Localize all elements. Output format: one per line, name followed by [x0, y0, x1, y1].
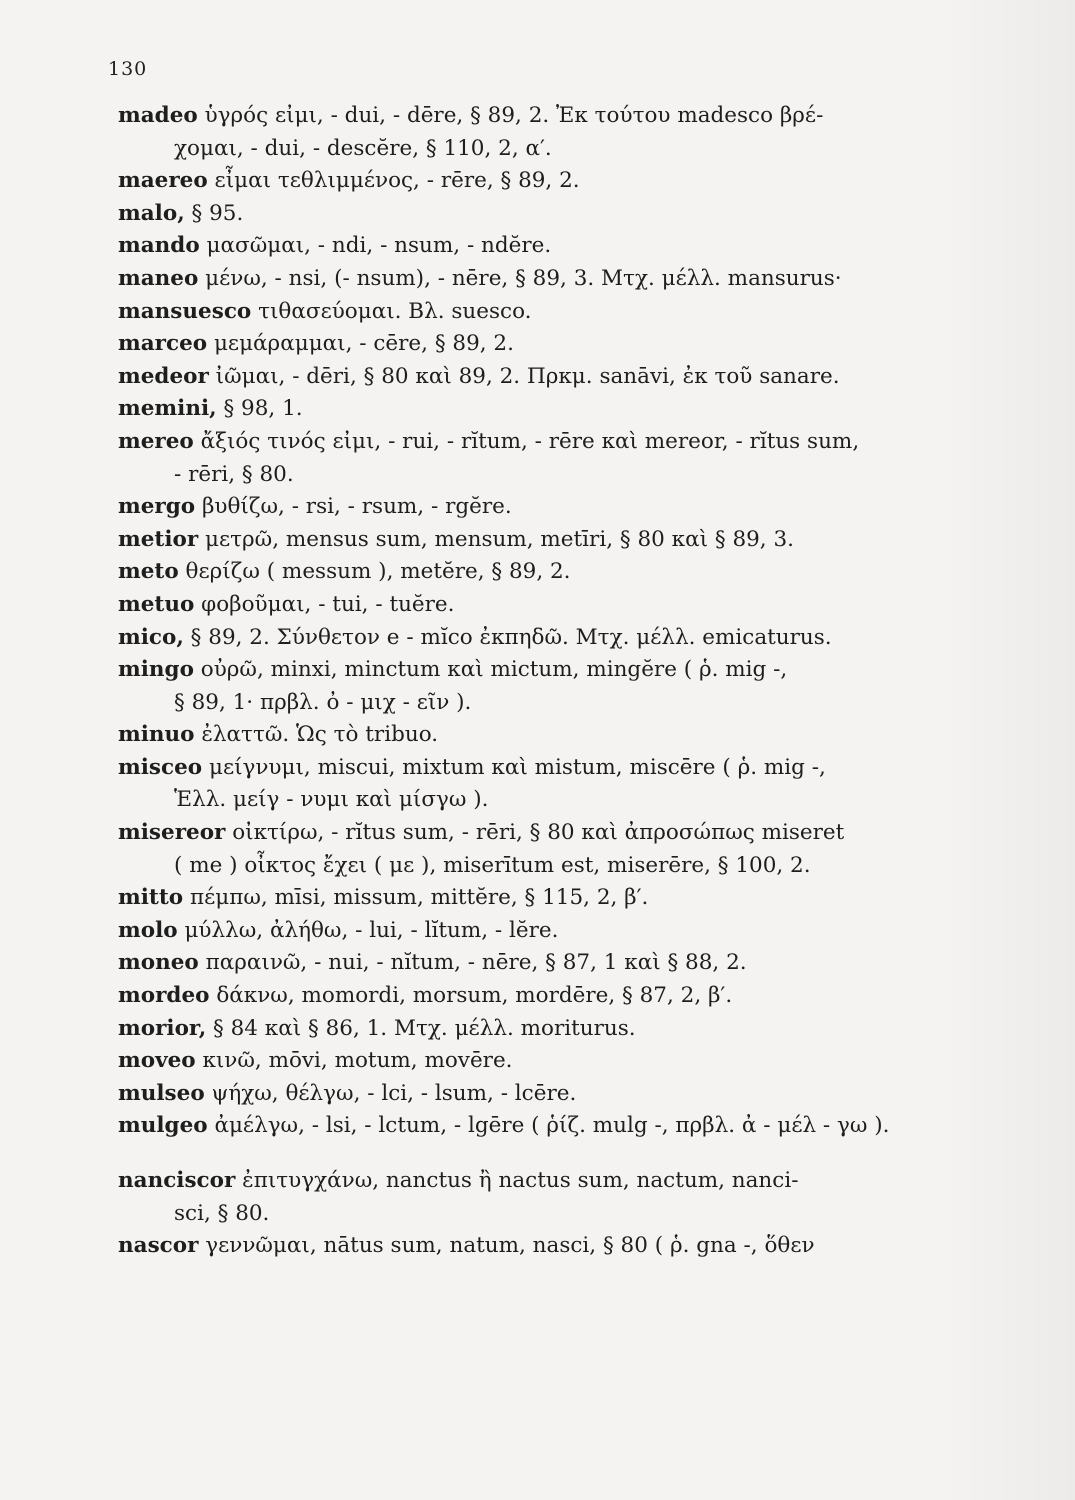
entry-continuation: ( me ) οἶκτος ἔχει ( με ), miserītum est, miserēre, § 100, 2.	[174, 852, 811, 878]
entry-text: βυθίζω, - rsi, - rsum, - rgĕre.	[195, 494, 512, 520]
entry-line	[118, 328, 988, 361]
entry-continuation: sci, § 80.	[174, 1200, 270, 1226]
entry-memini	[118, 393, 988, 426]
entry-text: τιθασεύομαι. Βλ. suesco.	[251, 298, 532, 324]
entry-line	[118, 524, 988, 557]
entry-text: μείγνυμι, miscui, mixtum καὶ mistum, miscēre ( ῥ. mig -,	[202, 754, 826, 780]
headword: mergo	[118, 494, 196, 520]
headword: morior,	[118, 1015, 207, 1041]
entry-mergo	[118, 491, 988, 524]
entry-line	[118, 1045, 988, 1078]
entry-text: δάκνω, momordi, morsum, mordēre, § 87, 2, β′.	[209, 983, 733, 1009]
entry-misceo	[118, 752, 988, 817]
entry-molo	[118, 915, 988, 948]
entry-line	[118, 589, 988, 622]
entry-text: μετρῶ, mensus sum, mensum, metīri, § 80 καὶ § 89, 3.	[198, 526, 794, 552]
entry-mordeo	[118, 980, 988, 1013]
entry-text: § 84 καὶ § 86, 1. Μτχ. μέλλ. moriturus.	[206, 1015, 636, 1041]
entry-text: πέμπω, mīsi, missum, mittĕre, § 115, 2, β′.	[183, 885, 649, 911]
headword: malo,	[118, 200, 185, 226]
entry-line	[118, 1165, 988, 1198]
entry-morior	[118, 1013, 988, 1046]
entry-text: ἰῶμαι, - dēri, § 80 καὶ 89, 2. Πρκμ. sanāvi, ἐκ τοῦ sanare.	[208, 363, 840, 389]
headword: medeor	[118, 363, 209, 389]
entry-line	[118, 100, 988, 133]
entry-text: ψήχω, θέλγω, - lci, - lsum, - lcēre.	[204, 1080, 577, 1106]
entry-malo	[118, 198, 988, 231]
headword: minuo	[118, 722, 195, 748]
headword: molo	[118, 917, 178, 943]
entry-text: § 95.	[184, 200, 244, 226]
page-number: 130	[108, 58, 148, 80]
headword: mereo	[118, 428, 194, 454]
entry-marceo	[118, 328, 988, 361]
entry-text: ἀμέλγω, - lsi, - lctum, - lgēre ( ῥίζ. mulg -, πρβλ. ἀ - μέλ - γω ).	[207, 1113, 890, 1139]
headword: madeo	[118, 103, 198, 128]
headword: mansuesco	[118, 298, 252, 324]
entry-mereo	[118, 426, 988, 491]
entry-mulgeo	[118, 1110, 988, 1143]
entry-line	[118, 719, 988, 752]
headword: maereo	[118, 168, 208, 194]
entry-maereo	[118, 165, 988, 198]
entry-line	[118, 980, 988, 1013]
headword: mitto	[118, 885, 184, 911]
headword: metuo	[118, 591, 195, 617]
entry-mando	[118, 230, 988, 263]
entry-continuation: Ἑλλ. μείγ - νυμι καὶ μίσγω ).	[174, 787, 489, 813]
entry-nascor	[118, 1230, 988, 1263]
entry-continuation: χομαι, - dui, - descĕre, § 110, 2, α′.	[174, 135, 552, 161]
headword: moneo	[118, 950, 199, 976]
entry-continuation: § 89, 1· πρβλ. ὀ - μιχ - εῖν ).	[174, 689, 472, 715]
entry-text: μασῶμαι, - ndi, - nsum, - ndĕre.	[199, 233, 552, 259]
entry-misereor	[118, 817, 988, 882]
headword: mingo	[118, 657, 194, 683]
entry-mulseo	[118, 1078, 988, 1111]
entry-metuo	[118, 589, 988, 622]
entry-line	[118, 622, 988, 655]
entry-line	[118, 230, 988, 263]
entry-line	[118, 361, 988, 394]
headword: misereor	[118, 820, 226, 846]
entry-text: οἰκτίρω, - rĭtus sum, - rēri, § 80 καὶ ἀπροσώπως miseret	[225, 820, 845, 846]
entry-text: γεννῶμαι, nātus sum, natum, nasci, § 80 ( ῥ. gna -, ὅθεν	[198, 1233, 815, 1259]
headword: marceo	[118, 331, 208, 357]
entry-mansuesco	[118, 296, 988, 329]
headword: memini,	[118, 396, 217, 422]
entry-text: μένω, - nsi, (- nsum), - nēre, § 89, 3. Μτχ. μέλλ. mansurus·	[198, 265, 842, 291]
entry-line	[118, 752, 988, 785]
entry-line	[118, 296, 988, 329]
entry-line	[118, 393, 988, 426]
headword: mulgeo	[118, 1113, 208, 1139]
entry-text: ἄξιός τινός εἰμι, - rui, - rĭtum, - rēre καὶ mereor, - rĭtus sum,	[193, 428, 860, 454]
entry-nanciscor	[118, 1165, 988, 1230]
headword: misceo	[118, 754, 203, 780]
headword: mando	[118, 233, 200, 259]
entry-line	[118, 263, 988, 296]
entry-line	[118, 198, 988, 231]
entry-text: ἐπιτυγχάνω, nanctus ἢ nactus sum, nactum, nanci-	[235, 1168, 799, 1193]
entry-madeo	[118, 100, 988, 165]
entry-text: § 89, 2. Σύνθετον e - mĭco ἐκπηδῶ. Μτχ. μέλλ. emicaturus.	[183, 624, 832, 650]
entry-maneo	[118, 263, 988, 296]
entry-line	[118, 1013, 988, 1046]
entry-mitto	[118, 882, 988, 915]
headword: metior	[118, 526, 199, 552]
entry-meto	[118, 556, 988, 589]
entry-metior	[118, 524, 988, 557]
headword: nascor	[118, 1233, 199, 1259]
headword: maneo	[118, 265, 199, 291]
entry-line	[118, 882, 988, 915]
dictionary-entries	[118, 100, 988, 1263]
headword: nanciscor	[118, 1168, 236, 1193]
entry-text: μύλλω, ἀλήθω, - lui, - lĭtum, - lĕre.	[177, 917, 559, 943]
entry-moveo	[118, 1045, 988, 1078]
entry-line	[118, 654, 988, 687]
headword: mordeo	[118, 983, 210, 1009]
entry-text: κινῶ, mōvi, motum, movēre.	[195, 1048, 513, 1074]
entry-text: εἶμαι τεθλιμμένος, - rēre, § 89, 2.	[207, 168, 580, 194]
entry-text: ὑγρός εἰμι, - dui, - dēre, § 89, 2. Ἐκ τούτου madesco βρέ-	[197, 103, 824, 128]
entry-line	[118, 426, 988, 459]
entry-text: ἐλαττῶ. Ὡς τὸ tribuo.	[194, 722, 439, 748]
entry-minuo	[118, 719, 988, 752]
entry-text: παραινῶ, - nui, - nĭtum, - nēre, § 87, 1 καὶ § 88, 2.	[198, 950, 747, 976]
entry-mingo	[118, 654, 988, 719]
entry-line	[118, 165, 988, 198]
entry-text: § 98, 1.	[216, 396, 303, 422]
headword: mico,	[118, 624, 184, 650]
entry-line	[118, 915, 988, 948]
entry-text: οὐρῶ, minxi, minctum καὶ mictum, mingĕre ( ῥ. mig -,	[193, 657, 788, 683]
headword: moveo	[118, 1048, 196, 1074]
entry-line	[118, 1078, 988, 1111]
entry-text: μεμάραμμαι, - cēre, § 89, 2.	[207, 331, 514, 357]
entry-line	[118, 947, 988, 980]
headword: meto	[118, 559, 179, 585]
entry-line	[118, 556, 988, 589]
entry-text: φοβοῦμαι, - tui, - tuĕre.	[194, 591, 455, 617]
entry-line	[118, 491, 988, 524]
headword: mulseo	[118, 1080, 205, 1106]
entry-line	[118, 1230, 988, 1263]
entry-medeor	[118, 361, 988, 394]
entry-moneo	[118, 947, 988, 980]
entry-text: θερίζω ( messum ), metĕre, § 89, 2.	[178, 559, 571, 585]
entry-continuation: - rēri, § 80.	[174, 461, 294, 487]
entry-line	[118, 817, 988, 850]
entry-mico	[118, 622, 988, 655]
entry-line	[118, 1110, 988, 1143]
